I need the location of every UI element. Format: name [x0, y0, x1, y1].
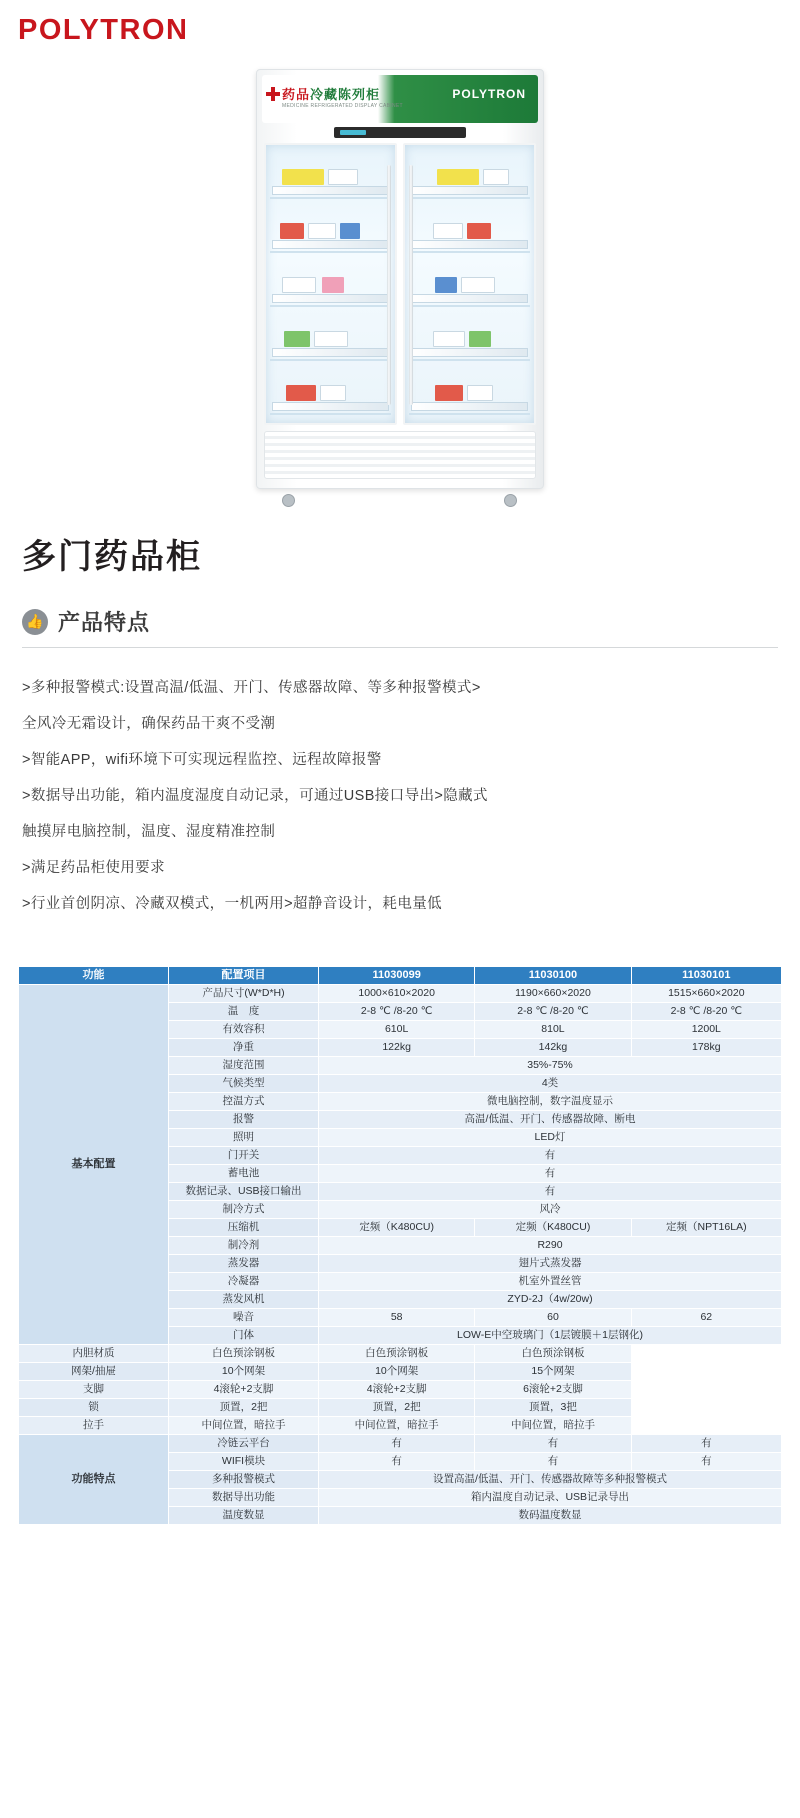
- shelf-tray: [272, 186, 389, 195]
- table-item-cell: 蒸发风机: [169, 1291, 319, 1309]
- table-value-cell: 定频（K480CU): [475, 1219, 631, 1237]
- table-value-cell: 定频（NPT16LA): [631, 1219, 781, 1237]
- table-value-cell: 有: [631, 1453, 781, 1471]
- specification-table-wrapper: [0, 922, 800, 1535]
- product-box: [467, 223, 491, 239]
- table-item-cell: 蒸发器: [169, 1255, 319, 1273]
- table-item-cell: 压缩机: [169, 1219, 319, 1237]
- table-value-cell: 1515×660×2020: [631, 985, 781, 1003]
- table-value-cell: 1190×660×2020: [475, 985, 631, 1003]
- cabinet-illustration: [256, 69, 544, 507]
- feature-line: >行业首创阴凉、冷藏双模式，一机两用>超静音设计，耗电量低: [22, 896, 443, 912]
- table-value-cell: 有: [319, 1453, 475, 1471]
- table-item-cell: 净重: [169, 1039, 319, 1057]
- table-item-cell: 门开关: [169, 1147, 319, 1165]
- product-box: [435, 385, 463, 401]
- th-config-item: 配置项目: [169, 967, 319, 985]
- table-item-cell: 湿度范围: [169, 1057, 319, 1075]
- product-box: [467, 385, 493, 401]
- table-value-cell: 142kg: [475, 1039, 631, 1057]
- shelf: [409, 311, 530, 361]
- table-value-cell: 10个网架: [169, 1363, 319, 1381]
- th-model-2: 11030100: [475, 967, 631, 985]
- features-list: [0, 648, 800, 922]
- table-header-row: [19, 967, 782, 985]
- th-model-3: 11030101: [631, 967, 781, 985]
- product-box: [483, 169, 509, 185]
- table-value-cell: 62: [631, 1309, 781, 1327]
- cabinet-door-left: [264, 143, 397, 425]
- table-item-cell: 锁: [19, 1399, 169, 1417]
- cabinet-top-banner: [262, 75, 538, 123]
- table-value-cell: 178kg: [631, 1039, 781, 1057]
- shelf: [409, 203, 530, 253]
- shelf-tray: [272, 402, 389, 411]
- product-hero-image: [0, 53, 800, 523]
- medical-cross-icon: [266, 87, 280, 101]
- table-value-cell: 中间位置，暗拉手: [319, 1417, 475, 1435]
- cabinet-door-right: [403, 143, 536, 425]
- brand-wordmark: POLYTRON: [18, 14, 189, 46]
- cabinet-base-grille: [264, 431, 536, 479]
- table-value-cell: 10个网架: [319, 1363, 475, 1381]
- specification-table: [18, 966, 782, 1525]
- table-item-cell: 产品尺寸(W*D*H): [169, 985, 319, 1003]
- shelf-tray: [272, 294, 389, 303]
- table-value-cell: 610L: [319, 1021, 475, 1039]
- table-item-cell: 气候类型: [169, 1075, 319, 1093]
- table-value-cell: 有: [319, 1435, 475, 1453]
- table-item-cell: 控温方式: [169, 1093, 319, 1111]
- feature-line: >多种报警模式:设置高温/低温、开门、传感器故障、等多种报警模式>: [22, 680, 481, 696]
- shelf-tray: [272, 240, 389, 249]
- feature-line: >数据导出功能，箱内温度湿度自动记录，可通过USB接口导出>隐藏式: [22, 788, 488, 804]
- table-value-cell: LOW-E中空玻璃门（1层镀膜＋1层钢化): [319, 1327, 782, 1345]
- table-row: [19, 985, 782, 1003]
- shelf: [270, 365, 391, 415]
- product-box: [322, 277, 344, 293]
- table-body: [19, 985, 782, 1525]
- table-value-cell: 白色预涂钢板: [319, 1345, 475, 1363]
- table-row: [19, 1381, 782, 1399]
- table-value-cell: 有: [475, 1435, 631, 1453]
- table-value-cell: 设置高温/低温、开门、传感器故障等多种报警模式: [319, 1471, 782, 1489]
- th-model-1: 11030099: [319, 967, 475, 985]
- product-box: [282, 277, 316, 293]
- cabinet-doors: [264, 143, 536, 425]
- table-group-cell: 功能特点: [19, 1435, 169, 1525]
- table-value-cell: 1200L: [631, 1021, 781, 1039]
- shelf-tray: [411, 240, 528, 249]
- table-item-cell: 数据导出功能: [169, 1489, 319, 1507]
- table-item-cell: 温度数显: [169, 1507, 319, 1525]
- product-box: [461, 277, 495, 293]
- shelf: [409, 257, 530, 307]
- table-value-cell: 风冷: [319, 1201, 782, 1219]
- product-box: [286, 385, 316, 401]
- section-title: 产品特点: [58, 610, 151, 635]
- table-value-cell: 1000×610×2020: [319, 985, 475, 1003]
- table-value-cell: 白色预涂钢板: [169, 1345, 319, 1363]
- table-value-cell: 2-8 ℃ /8-20 ℃: [319, 1003, 475, 1021]
- product-box: [435, 277, 457, 293]
- cabinet-banner-text-cn: [282, 84, 380, 103]
- table-value-cell: 有: [319, 1147, 782, 1165]
- product-box: [314, 331, 348, 347]
- table-item-cell: 制冷剂: [169, 1237, 319, 1255]
- table-value-cell: 数码温度数显: [319, 1507, 782, 1525]
- cabinet-banner-subtext: MEDICINE REFRIGERATED DISPLAY CABINET: [282, 103, 403, 109]
- shelf-tray: [272, 348, 389, 357]
- table-item-cell: 支脚: [19, 1381, 169, 1399]
- shelf-tray: [411, 348, 528, 357]
- table-item-cell: 蓄电池: [169, 1165, 319, 1183]
- product-box: [308, 223, 336, 239]
- table-item-cell: 报警: [169, 1111, 319, 1129]
- table-value-cell: 箱内温度自动记录、USB记录导出: [319, 1489, 782, 1507]
- shelf: [270, 257, 391, 307]
- caster-wheel: [282, 494, 295, 507]
- table-value-cell: 58: [319, 1309, 475, 1327]
- table-value-cell: R290: [319, 1237, 782, 1255]
- table-item-cell: 冷凝器: [169, 1273, 319, 1291]
- table-value-cell: 2-8 ℃ /8-20 ℃: [475, 1003, 631, 1021]
- table-value-cell: 60: [475, 1309, 631, 1327]
- product-box: [469, 331, 491, 347]
- shelf-tray: [411, 402, 528, 411]
- table-value-cell: 微电脑控制，数字温度显示: [319, 1093, 782, 1111]
- table-item-cell: 照明: [169, 1129, 319, 1147]
- table-value-cell: 35%-75%: [319, 1057, 782, 1075]
- table-row: [19, 1363, 782, 1381]
- table-value-cell: 有: [631, 1435, 781, 1453]
- caster-wheel: [504, 494, 517, 507]
- table-head: [19, 967, 782, 985]
- product-box: [320, 385, 346, 401]
- feature-line: 触摸屏电脑控制，温度、湿度精准控制: [22, 824, 276, 840]
- table-value-cell: 有: [319, 1183, 782, 1201]
- table-item-cell: 有效容积: [169, 1021, 319, 1039]
- table-value-cell: 4类: [319, 1075, 782, 1093]
- table-item-cell: 数据记录、USB接口输出: [169, 1183, 319, 1201]
- shelf: [270, 203, 391, 253]
- table-item-cell: 门体: [169, 1327, 319, 1345]
- cabinet-banner-text-green: 冷藏陈列柜: [310, 87, 381, 102]
- feature-line: >智能APP，wifi环境下可实现远程监控、远程故障报警: [22, 752, 382, 768]
- feature-line: >满足药品柜使用要求: [22, 860, 165, 876]
- table-value-cell: 122kg: [319, 1039, 475, 1057]
- table-value-cell: 白色预涂钢板: [475, 1345, 631, 1363]
- table-value-cell: LED灯: [319, 1129, 782, 1147]
- table-item-cell: 噪音: [169, 1309, 319, 1327]
- product-box: [328, 169, 358, 185]
- table-value-cell: 顶置，2把: [169, 1399, 319, 1417]
- cabinet-control-display: [334, 127, 466, 138]
- brand-header: [0, 0, 800, 53]
- table-item-cell: 多种报警模式: [169, 1471, 319, 1489]
- shelf-tray: [411, 186, 528, 195]
- table-item-cell: WIFI模块: [169, 1453, 319, 1471]
- th-function: 功能: [19, 967, 169, 985]
- table-item-cell: 冷链云平台: [169, 1435, 319, 1453]
- cabinet-banner-logo: POLYTRON: [452, 87, 526, 101]
- product-box: [340, 223, 360, 239]
- table-value-cell: 顶置，3把: [475, 1399, 631, 1417]
- cabinet-banner-text-red: 药品: [282, 87, 311, 102]
- feature-line: 全风冷无霜设计，确保药品干爽不受潮: [22, 716, 276, 732]
- table-value-cell: 中间位置，暗拉手: [475, 1417, 631, 1435]
- table-value-cell: 高温/低温、开门、传感器故障、断电: [319, 1111, 782, 1129]
- door-handle-left[interactable]: [387, 165, 391, 405]
- product-box: [280, 223, 304, 239]
- table-value-cell: 顶置，2把: [319, 1399, 475, 1417]
- product-box: [433, 223, 463, 239]
- table-row: [19, 1345, 782, 1363]
- thumbs-up-icon: 👍: [22, 609, 48, 635]
- door-handle-right[interactable]: [409, 165, 413, 405]
- table-row: [19, 1435, 782, 1453]
- shelf: [409, 365, 530, 415]
- table-value-cell: ZYD-2J（4w/20w): [319, 1291, 782, 1309]
- shelf: [409, 149, 530, 199]
- table-item-cell: 内胆材质: [19, 1345, 169, 1363]
- shelf-tray: [411, 294, 528, 303]
- product-box: [437, 169, 479, 185]
- features-section-heading: [0, 578, 800, 637]
- table-value-cell: 有: [475, 1453, 631, 1471]
- table-item-cell: 温 度: [169, 1003, 319, 1021]
- table-row: [19, 1417, 782, 1435]
- product-box: [282, 169, 324, 185]
- table-value-cell: 翅片式蒸发器: [319, 1255, 782, 1273]
- product-box: [284, 331, 310, 347]
- table-value-cell: 810L: [475, 1021, 631, 1039]
- table-group-cell: 基本配置: [19, 985, 169, 1345]
- page-title: 多门药品柜: [22, 538, 202, 576]
- table-item-cell: 网架/抽屉: [19, 1363, 169, 1381]
- shelf: [270, 149, 391, 199]
- table-value-cell: 6滚轮+2支脚: [475, 1381, 631, 1399]
- table-value-cell: 有: [319, 1165, 782, 1183]
- table-value-cell: 4滚轮+2支脚: [169, 1381, 319, 1399]
- table-value-cell: 机室外置丝管: [319, 1273, 782, 1291]
- shelf: [270, 311, 391, 361]
- table-value-cell: 4滚轮+2支脚: [319, 1381, 475, 1399]
- table-value-cell: 2-8 ℃ /8-20 ℃: [631, 1003, 781, 1021]
- table-row: [19, 1399, 782, 1417]
- table-item-cell: 制冷方式: [169, 1201, 319, 1219]
- product-box: [433, 331, 465, 347]
- table-item-cell: 拉手: [19, 1417, 169, 1435]
- table-value-cell: 15个网架: [475, 1363, 631, 1381]
- table-value-cell: 定频（K480CU): [319, 1219, 475, 1237]
- table-value-cell: 中间位置，暗拉手: [169, 1417, 319, 1435]
